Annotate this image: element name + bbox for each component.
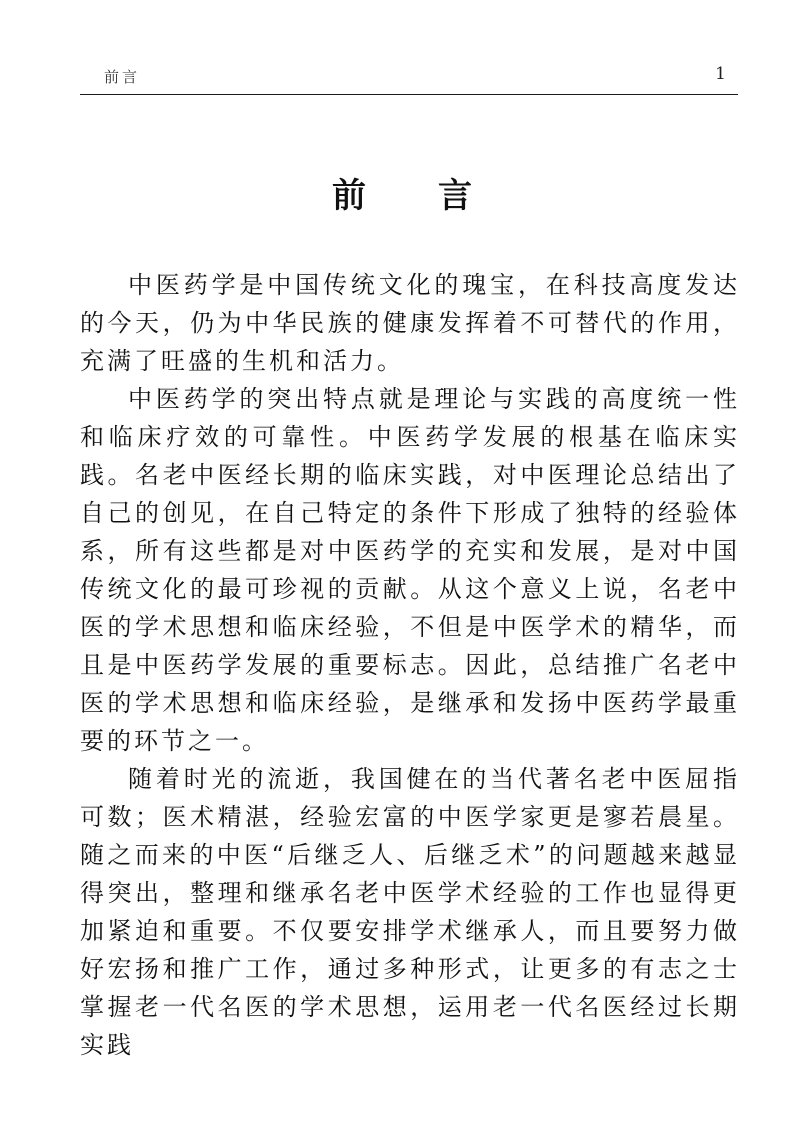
header-title: 前言: [104, 68, 141, 86]
header-rule: [80, 94, 738, 95]
paragraph: 中医药学是中国传统文化的瑰宝，在科技高度发达的今天，仍为中华民族的健康发挥着不可替代的作用，充满了旺盛的生机和活力。: [80, 271, 740, 375]
running-header: [80, 60, 738, 94]
paragraph: 随着时光的流逝，我国健在的当代著名老中医屈指可数；医术精湛，经验宏富的中医学家更是寥若晨星。随之而来的中医“后继乏人、后继乏术”的问题越来越显得突出，整理和继承名老中医学术经验的工作也显得更加紧迫和重要。不仅要安排学术继承人，而且要努力做好宏扬和推广工作，通过多种形式，让更多的有志之士掌握老一代名医的学术思想，运用老一代名医经过长期实践: [80, 765, 740, 1059]
chapter-title: 前言: [332, 176, 544, 216]
paragraph: 中医药学的突出特点就是理论与实践的高度统一性和临床疗效的可靠性。中医药学发展的根基在临床实践。名老中医经长期的临床实践，对中医理论总结出了自己的创见，在自己特定的条件下形成了独特的经验体系，所有这些都是对中医药学的充实和发展，是对中国传统文化的最可珍视的贡献。从这个意义上说，名老中医的学术思想和临床经验，不但是中医学术的精华，而且是中医药学发展的重要标志。因此，总结推广名老中医的学术思想和临床经验，是继承和发扬中医药学最重要的环节之一。: [80, 385, 740, 755]
page-number: 1: [715, 64, 726, 84]
body-text: [80, 266, 740, 1064]
